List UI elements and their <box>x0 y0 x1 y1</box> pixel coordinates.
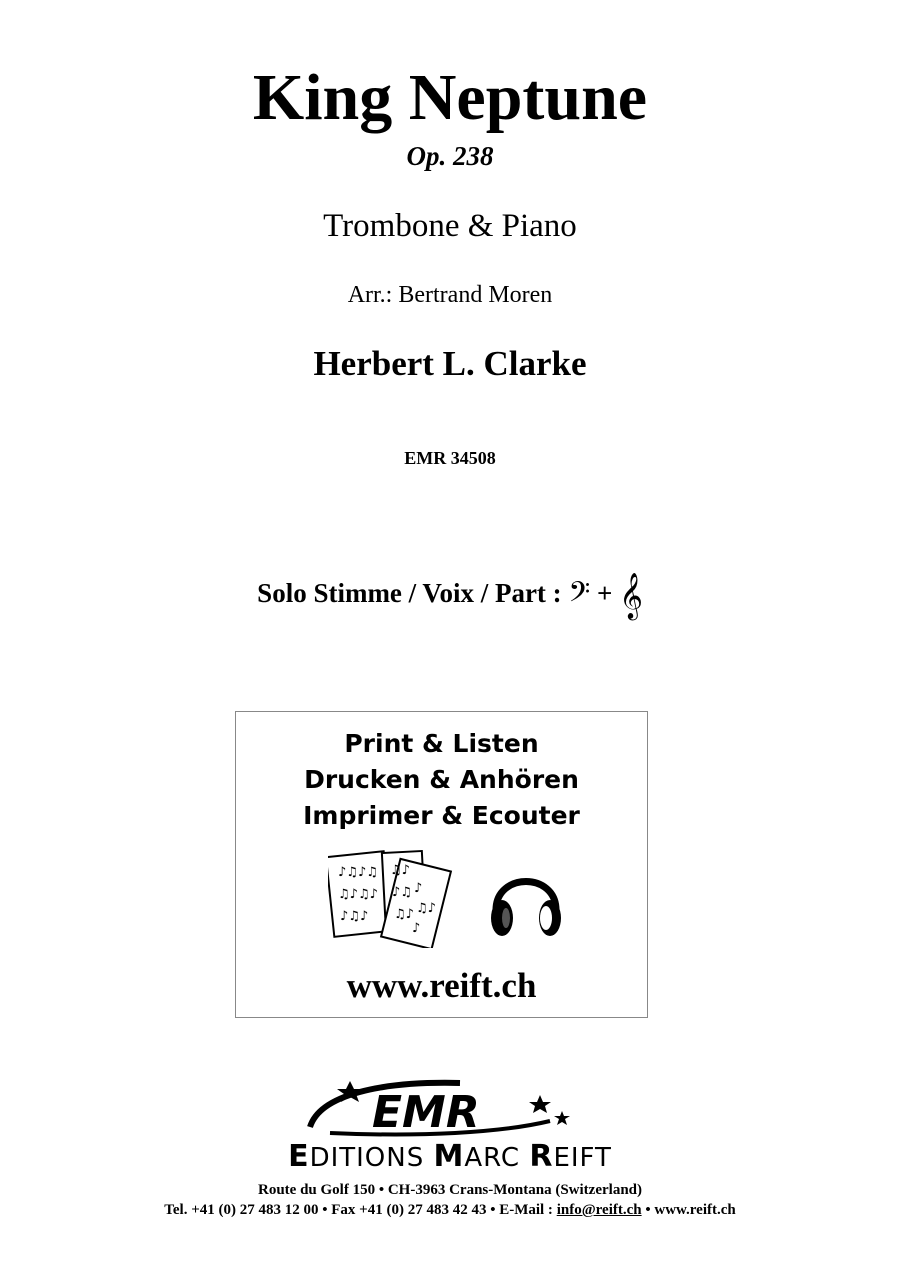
svg-text:♫♪: ♫♪ <box>390 863 410 878</box>
contact-phone-fax: Tel. +41 (0) 27 483 12 00 • Fax +41 (0) 27 483 42 43 • E-Mail : <box>164 1202 557 1218</box>
composer: Herbert L. Clarke <box>313 344 587 383</box>
print-listen-box <box>235 711 648 1018</box>
publisher-name-ditions: DITIONS <box>309 1143 434 1173</box>
publisher-name <box>0 1140 900 1175</box>
catalog-number: EMR 34508 <box>404 448 496 468</box>
publisher-contact <box>0 1200 900 1220</box>
part-plus: + <box>597 578 613 608</box>
publisher-name-arc: ARC <box>464 1143 530 1173</box>
svg-text:♫♪: ♫♪ <box>416 901 436 916</box>
svg-text:♪: ♪ <box>414 881 423 896</box>
part-label: Solo Stimme / Voix / Part : <box>257 578 562 608</box>
svg-text:♫♪♫♪: ♫♪♫♪ <box>338 887 378 902</box>
svg-text:♪♫♪♫: ♪♫♪♫ <box>338 865 378 880</box>
title: King Neptune <box>252 61 648 134</box>
part-line <box>0 572 900 619</box>
arranger: Arr.: Bertrand Moren <box>347 282 553 308</box>
email-link[interactable]: info@reift.ch <box>556 1202 642 1218</box>
publisher-name-r: R <box>529 1139 554 1174</box>
headphones-icon <box>486 862 566 942</box>
publisher-name-e: E <box>288 1139 310 1174</box>
opus-number: Op. 238 <box>406 141 494 171</box>
emr-logo <box>300 1075 600 1145</box>
instrumentation: Trombone & Piano <box>323 208 577 244</box>
svg-text:♪♫: ♪♫ <box>392 885 412 900</box>
promo-line-english: Print & Listen <box>344 729 539 758</box>
contact-website: • www.reift.ch <box>641 1202 736 1218</box>
sheet-music-icon <box>328 848 458 948</box>
bass-clef-icon: 𝄢 <box>568 575 591 616</box>
treble-clef-icon: 𝄞 <box>619 572 643 619</box>
promo-line-french: Imprimer & Ecouter <box>303 801 580 830</box>
svg-text:♪: ♪ <box>412 921 421 936</box>
publisher-address: Route du Golf 150 • CH-3963 Crans-Montana (Switzerland) <box>258 1182 642 1198</box>
promo-url: www.reift.ch <box>346 966 537 1005</box>
svg-text:♫♪: ♫♪ <box>394 907 414 922</box>
publisher-name-m: M <box>433 1139 465 1174</box>
publisher-name-eift: EIFT <box>553 1143 612 1173</box>
logo-text: EMR <box>372 1087 480 1138</box>
svg-text:♪♫♪: ♪♫♪ <box>340 909 369 924</box>
promo-line-german: Drucken & Anhören <box>304 765 579 794</box>
